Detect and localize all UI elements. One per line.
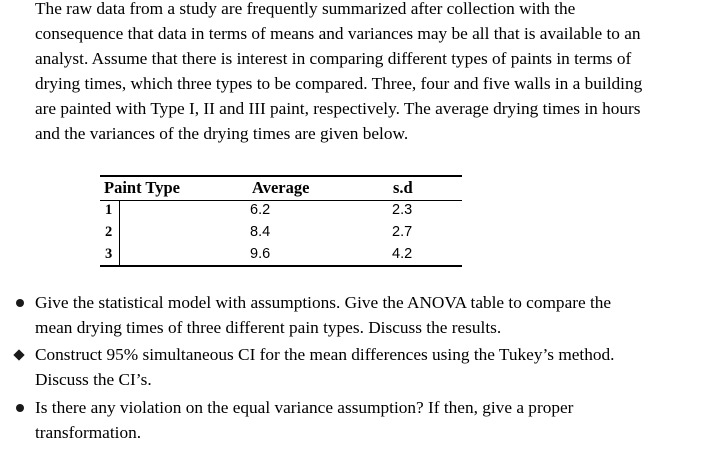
row-1-average: 6.2	[250, 202, 271, 218]
row-2-average: 8.4	[250, 224, 271, 240]
row-3-sd: 4.2	[392, 246, 413, 262]
row-1-paint-type: 1	[105, 202, 113, 218]
row-1-sd: 2.3	[392, 202, 413, 218]
table-bottom-rule	[100, 265, 462, 267]
question-2-line: Discuss the CI’s.	[35, 370, 152, 389]
table-header-rule	[100, 200, 462, 201]
intro-line: consequence that data in terms of means and variances may be all that is available to an	[35, 24, 641, 43]
table-column-divider	[119, 201, 120, 265]
header-average: Average	[252, 178, 310, 197]
question-1-line: mean drying times of three different pain types. Discuss the results.	[35, 318, 502, 337]
row-3-paint-type: 3	[105, 246, 113, 262]
question-3-line: transformation.	[35, 423, 142, 442]
row-2-sd: 2.7	[392, 224, 413, 240]
row-3-average: 9.6	[250, 246, 271, 262]
bullet-dot-icon	[16, 404, 24, 412]
question-1-line: Give the statistical model with assumptions. Give the ANOVA table to compare the	[35, 293, 612, 312]
intro-line: analyst. Assume that there is interest in comparing different types of paints in terms of	[35, 49, 632, 68]
question-2-line: Construct 95% simultaneous CI for the mean differences using the Tukey’s method.	[35, 345, 615, 364]
intro-line: The raw data from a study are frequently summarized after collection with the	[35, 0, 576, 18]
bullet-diamond-icon	[13, 349, 24, 360]
header-paint-type: Paint Type	[104, 178, 180, 197]
row-2-paint-type: 2	[105, 224, 113, 240]
header-sd: s.d	[393, 178, 413, 197]
intro-line: and the variances of the drying times are given below.	[35, 124, 409, 143]
question-3-line: Is there any violation on the equal variance assumption? If then, give a proper	[35, 398, 574, 417]
data-table	[100, 172, 462, 268]
bullet-dot-icon	[16, 299, 24, 307]
intro-line: drying times, which three types to be compared. Three, four and five walls in a building	[35, 74, 643, 93]
intro-line: are painted with Type I, II and III paint, respectively. The average drying times in hours	[35, 99, 641, 118]
